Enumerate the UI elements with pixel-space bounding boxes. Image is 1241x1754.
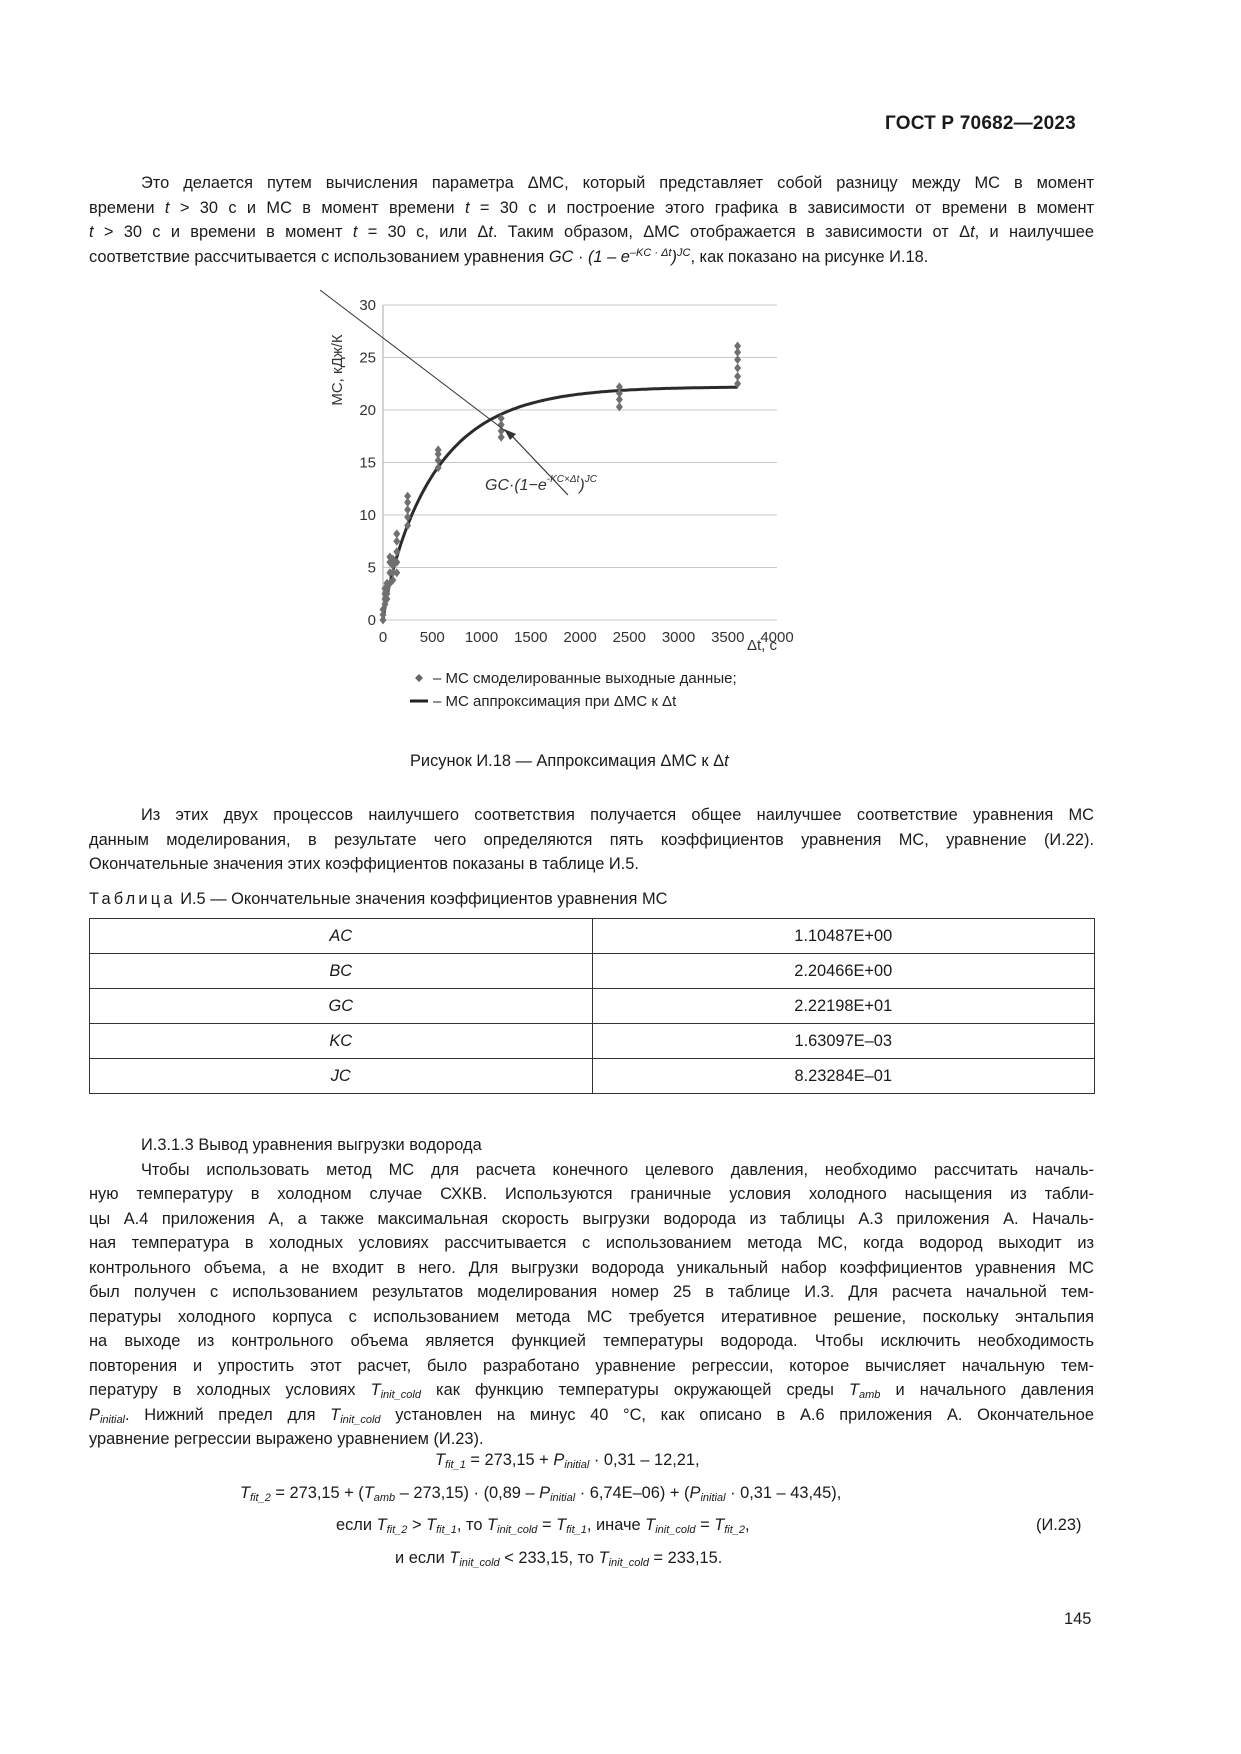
table-row (90, 1024, 1095, 1059)
chart-legend (410, 670, 737, 710)
table-caption: Таблица И.5 — Окончательные значения коэффициентов уравнения МС (89, 890, 668, 908)
table-row (90, 919, 1095, 954)
section-body: И.3.1.3 Вывод уравнения выгрузки водорода Чтобы использовать метод МС для расчета конечного целевого давления, необходимо рассчитать началь- ную температуру в холодном случае СХКВ. Используются граничные условия холодного насыщения из табли- цы А.4 приложения А, а также максимальная скорость выгрузки водорода из таблицы А.3 приложения А. Началь- ная температура в холодных условиях рассчитывается с использованием метода МС, когда водород выходит из контрольного объема, а не входит в него. Для выгрузки водорода уникальный набор коэффициентов уравнения МС был получен с использованием результатов моделирования номер 25 в таблице И.3. Для расчета начальной тем- пературы холодного корпуса с использованием метода МС требуется итеративное решение, поскольку энтальпия на выходе из контрольного объема является функцией температуры водорода. Чтобы исключить необходимость повторения и упростить этот расчет, было разработано уравнение регрессии, которое вычисляет начальную тем- пературу в холодных условиях $T_{init\_cold}$ как функцию температуры окружающей среды $T_{amb}$ и начального давления $P_{initial}$. Нижний предел для $T_{init\_cold}$ установлен на минус 40 °С, как описано в А.6 приложения А. Окончательное уравнение регрессии выражено уравнением (И.23). (89, 1136, 1095, 1448)
figure-caption: Рисунок И.18 — Аппроксимация ΔМС к Δt (410, 752, 729, 770)
x-tick-label: 0 (378, 629, 388, 646)
coef-name: KC (90, 1024, 593, 1059)
x-tick-labels (379, 629, 794, 646)
table-row (90, 989, 1095, 1024)
coef-name: JC (90, 1059, 593, 1094)
document-id: ГОСТ Р 70682—2023 (885, 113, 1076, 134)
x-tick-label: 2500 (612, 629, 646, 646)
legend-marker-scatter (415, 674, 423, 682)
legend-label-line: – МС аппроксимация при ΔМС к Δt (433, 693, 677, 710)
fit-annotation: $GC\cdot(1-e^{-KC\times\Delta t})^{JC}$ (485, 474, 597, 494)
data-point (734, 372, 741, 381)
coef-value: 1.10487E+00 (592, 919, 1095, 954)
equation-line-4: и если $T_{init\_cold} < 233,15$, то $T_{init\_cold} = 233,15$. (395, 1549, 723, 1569)
coef-name: AC (90, 919, 593, 954)
page-number: 145 (1064, 1610, 1092, 1628)
y-tick-label: 20 (359, 402, 376, 419)
section-heading: И.3.1.3 Вывод уравнения выгрузки водорода (141, 1136, 482, 1154)
x-tick-label: 1000 (464, 629, 499, 646)
data-point (404, 492, 411, 501)
y-tick-label: 25 (359, 349, 376, 367)
mc-approximation-chart (320, 290, 880, 730)
y-tick-label: 10 (359, 507, 376, 524)
intro-paragraph: Это делается путем вычисления параметра ΔМС, который представляет собой разницу между МС в момент времени t > 30 с и МС в момент времени t = 30 с и построение этого графика в зависимости от времени в момент t > 30 с и времени в момент t = 30 с, или Δt. Таким образом, ΔМС отображается в зависимости от Δt, и наилучшее соответствие рассчитывается с использованием уравнения GC · $(1 - e^{-KC \cdot \Delta t})^{JC}$, как показано на рисунке И.18. (89, 174, 1095, 266)
equation-line-1: $T_{fit\_1} = 273,15 + P_{initial} \cdot 0,31 - 12,21$, (435, 1451, 700, 1471)
equation-number: (И.23) (1036, 1516, 1082, 1534)
x-tick-label: 3500 (711, 629, 745, 646)
x-tick-label: 2000 (563, 629, 597, 646)
coef-value: 2.22198E+01 (592, 989, 1095, 1024)
annotation-pointer (320, 290, 512, 436)
equation-line-3: если $T_{fit\_2} > T_{fit\_1}$, то $T_{init\_cold} = T_{fit\_1}$, иначе $T_{init\_cold} = T_{fit\_2}$, (336, 1516, 750, 1536)
y-axis-label: МС, кДж/К (329, 334, 346, 406)
coef-name: GC (90, 989, 593, 1024)
x-tick-label: 1500 (514, 629, 548, 646)
coef-name: BC (90, 954, 593, 989)
x-tick-label: 3000 (661, 629, 696, 646)
coef-value: 1.63097E–03 (592, 1024, 1095, 1059)
y-tick-labels (359, 297, 376, 629)
table-row (90, 1059, 1095, 1094)
coefficients-table (89, 918, 1095, 1094)
table-row (90, 954, 1095, 989)
y-tick-label: 30 (359, 297, 376, 314)
coef-value: 2.20466E+00 (592, 954, 1095, 989)
x-tick-label: 500 (419, 629, 445, 646)
data-point (393, 529, 400, 538)
x-axis-label: Δt, c (746, 637, 777, 654)
x-tick-label: 4000 (760, 629, 794, 646)
y-tick-label: 0 (367, 612, 376, 629)
y-tick-label: 5 (367, 559, 376, 577)
results-paragraph: Из этих двух процессов наилучшего соответствия получается общее наилучшее соответствие уравнения МС данным моделирования, в результате чего определяются пять коэффициентов уравнения МС, уравнение (И.22). Окончательные значения этих коэффициентов показаны в таблице И.5. (89, 806, 1094, 873)
y-tick-label: 15 (359, 454, 376, 472)
legend-label-scatter: – МС смоделированные выходные данные; (433, 670, 737, 687)
coef-value: 8.23284E–01 (592, 1059, 1095, 1094)
equation-line-2: $T_{fit\_2} = 273,15 + (T_{amb} - 273,15) \cdot (0,89 - P_{initial} \cdot 6,74E-06) + (P_{initial} \cdot 0,31 - 43,45)$, (240, 1484, 842, 1504)
fit-curve (383, 387, 738, 620)
data-point (734, 341, 741, 350)
data-point (734, 364, 741, 373)
